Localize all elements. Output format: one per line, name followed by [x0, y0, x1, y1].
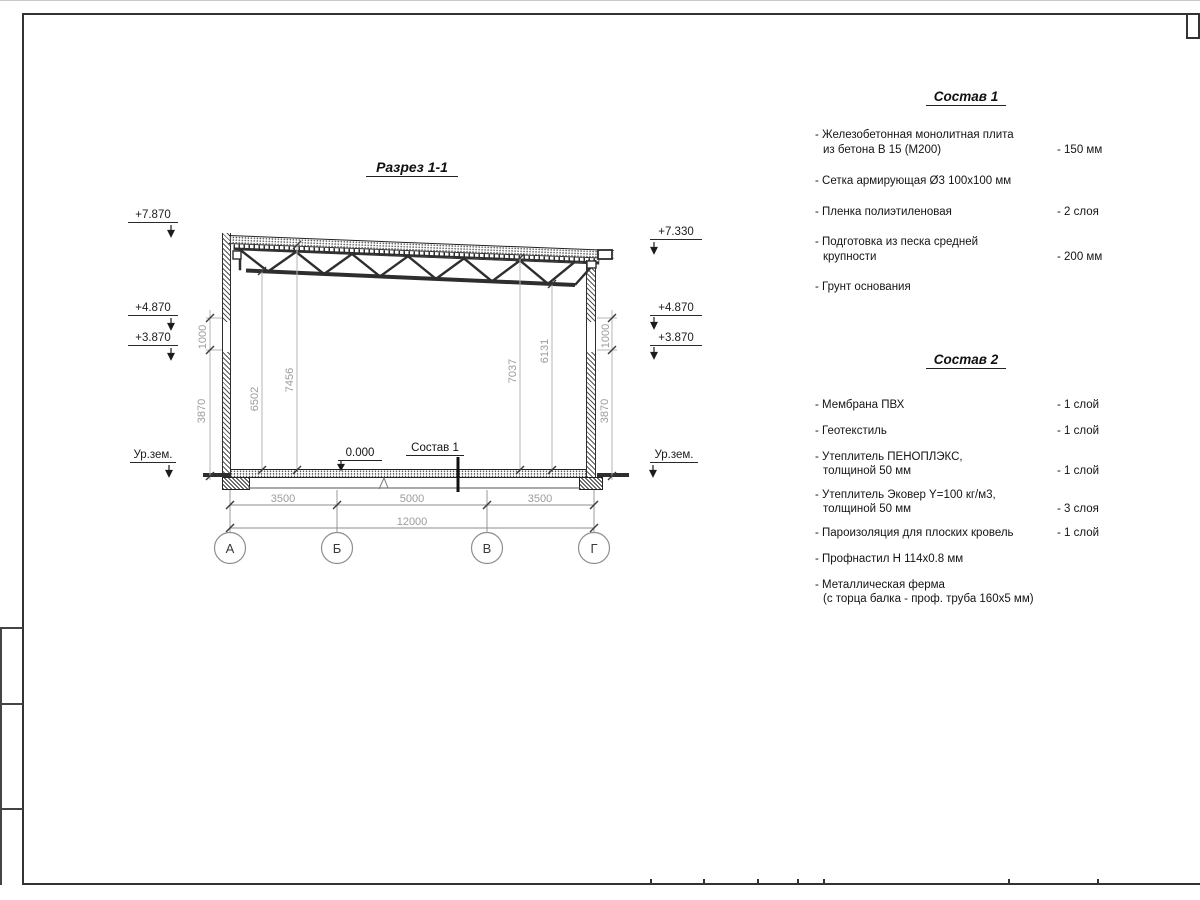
dim-label: 7456	[284, 367, 296, 393]
elevation-mark: +3.870	[650, 332, 702, 346]
list-item: толщиной 50 мм	[823, 465, 912, 477]
list-item-value: - 150 мм	[1057, 144, 1103, 156]
axis-bubble-label: В	[482, 541, 492, 556]
break-symbol	[379, 478, 388, 489]
sostav2-title: Состав 2	[926, 352, 1006, 369]
dim-label: 12000	[396, 516, 428, 528]
dim-label: 5000	[399, 493, 425, 505]
slab-composition-label: Состав 1	[406, 442, 464, 456]
list-item: - Утеплитель Эковер Y=100 кг/м3,	[815, 489, 996, 501]
end-beam-tube	[598, 250, 612, 259]
right-bearing	[587, 261, 596, 268]
elevation-mark: +4.870	[650, 302, 702, 316]
list-item-value: - 200 мм	[1057, 251, 1103, 263]
list-item-value: - 1 слой	[1057, 465, 1100, 477]
steel-truss	[233, 249, 612, 286]
list-item: - Железобетонная монолитная плита	[815, 129, 1014, 141]
list-item: - Сетка армирующая Ø3 100х100 мм	[815, 175, 1012, 187]
elevation-mark: +4.870	[128, 302, 178, 316]
list-item-value: - 1 слой	[1057, 425, 1100, 437]
dim-label: 3870	[196, 398, 208, 424]
ground-level-label: Ур.зем.	[130, 449, 176, 463]
list-item: - Подготовка из песка средней	[815, 236, 979, 248]
list-item: толщиной 50 мм	[823, 503, 912, 515]
dim-label: 6502	[249, 386, 261, 412]
dim-label: 1000	[197, 324, 209, 350]
dim-label: 6131	[539, 338, 551, 364]
sostav1-title: Состав 1	[926, 89, 1006, 106]
zero-mark-label: 0.000	[338, 447, 382, 461]
axis-bubble-label: Б	[332, 541, 342, 556]
list-item: - Металлическая ферма	[815, 579, 945, 591]
list-item: - Грунт основания	[815, 281, 911, 293]
axis-bubbles	[215, 533, 610, 564]
dimension-lines	[206, 245, 617, 532]
dim-label: 3500	[270, 493, 296, 505]
list-item: - Утеплитель ПЕНОПЛЭКС,	[815, 451, 963, 463]
list-item-value: - 2 слоя	[1057, 206, 1099, 218]
list-item-value: - 3 слоя	[1057, 503, 1099, 515]
list-item: - Пароизоляция для плоских кровель	[815, 527, 1014, 539]
ground-lines	[203, 457, 629, 492]
axis-bubble-label: Г	[590, 541, 598, 556]
dim-label: 1000	[600, 323, 612, 349]
list-item: крупности	[823, 251, 877, 263]
elevation-mark: +7.330	[650, 226, 702, 240]
list-item: - Пленка полиэтиленовая	[815, 206, 952, 218]
elevation-mark: +3.870	[128, 332, 178, 346]
dim-label: 3870	[599, 398, 611, 424]
list-item: из бетона В 15 (М200)	[823, 144, 942, 156]
section-title: Разрез 1-1	[366, 159, 458, 177]
dim-label: 7037	[507, 358, 519, 384]
axis-bubble-label: А	[225, 541, 235, 556]
list-item-value: - 1 слой	[1057, 399, 1100, 411]
elevation-mark: +7.870	[128, 209, 178, 223]
list-item: (с торца балка - проф. труба 160х5 мм)	[823, 593, 1034, 605]
dim-label: 3500	[527, 493, 553, 505]
list-item: - Профнастил Н 114х0.8 мм	[815, 553, 964, 565]
list-item-value: - 1 слой	[1057, 527, 1100, 539]
list-item: - Мембрана ПВХ	[815, 399, 905, 411]
ground-level-label: Ур.зем.	[650, 449, 698, 463]
list-item: - Геотекстиль	[815, 425, 887, 437]
left-bearing	[233, 251, 241, 259]
